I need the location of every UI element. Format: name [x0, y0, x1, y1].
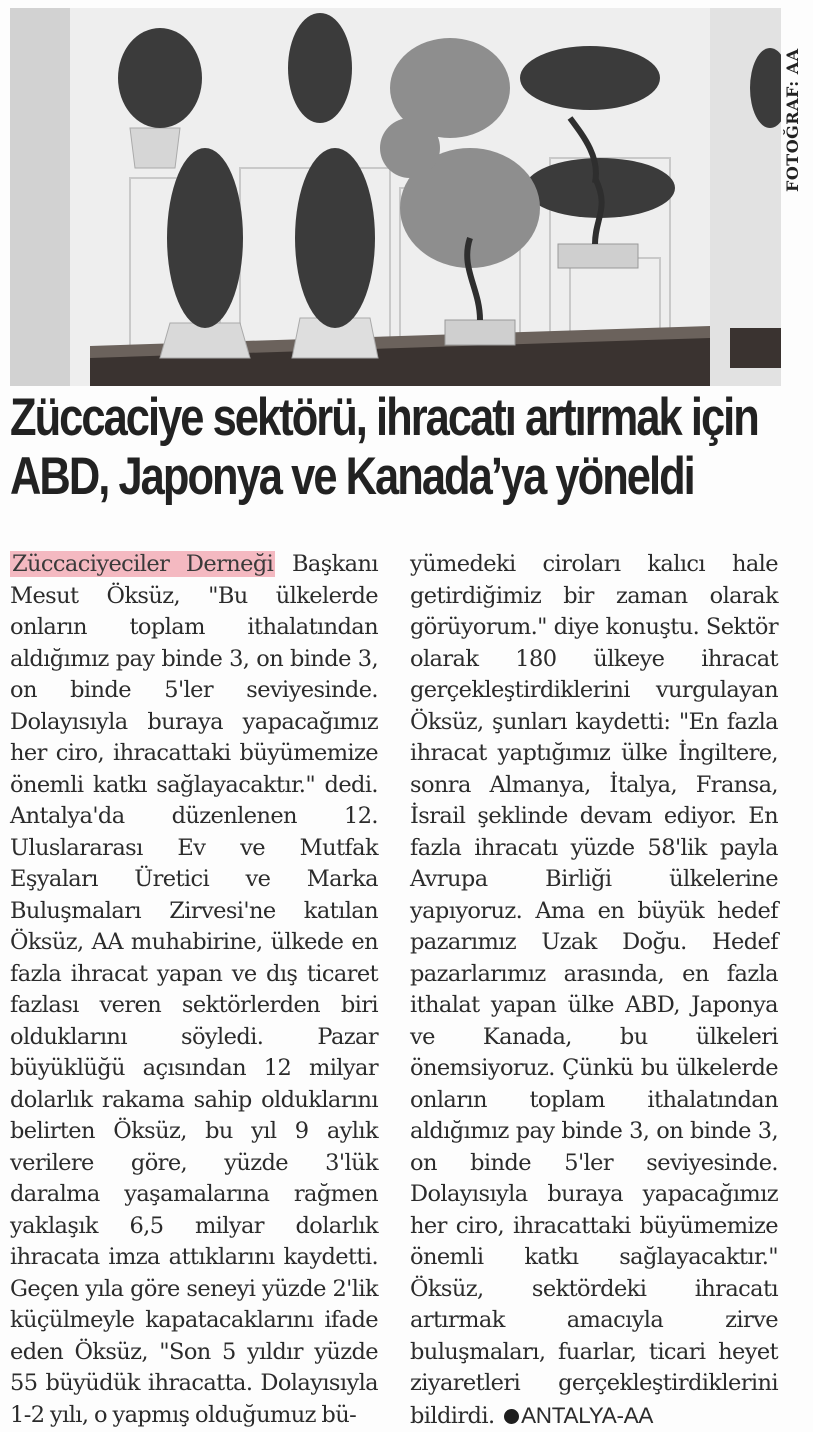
- highlighted-organization: Züccaciyeciler Derneği: [12, 551, 274, 577]
- bonsai-photo-illustration: [10, 8, 781, 386]
- article-column-left: [10, 549, 378, 1431]
- article-photo: [10, 8, 781, 386]
- headline-line-1: Züccaciye sektörü, ihracatı artırmak için: [10, 388, 758, 447]
- right-column-text: yümedeki ciroları kalıcı hale getirdiğimiz bir zaman olarak görüyorum." diye konuştu. Sektör olarak 180 ülkeye ihracat gerçekleştirdiklerini vurgulayan Öksüz, şunları kaydetti: "En fazla ihracat yaptığımız ülke İngiltere, sonra Almanya, İtalya, Fransa, İsrail şeklinde devam ediyor. En fazla ihracatı yüzde 58'lik payla Avrupa Birliği ülkelerine yapıyoruz. Ama en büyük hedef pazarımız Uzak Doğu. Hedef pazarlarımız arasında, en fazla ithalat yapan ülke ABD, Japonya ve Kanada, bu ülkeleri önemsiyoruz. Çünkü bu ülkelerde onların toplam ithalatından aldığımız pay binde 3, on binde 3, on binde 5'ler seviyesinde. Dolayısıyla buraya yapacağımız her ciro, ihracattaki büyümemize önemli katkı sağlayacaktır." Öksüz, sektördeki ihracatı artırmak amacıyla zirve buluşmaları, fuarlar, ticari heyet ziyaretleri gerçekleştirdiklerini bildirdi.: [410, 551, 778, 1429]
- left-column-text: Başkanı Mesut Öksüz, "Bu ülkelerde onların toplam ithalatından aldığımız pay binde 3, on binde 3, on binde 5'ler seviyesinde. Dolayısıyla buraya yapacağımız her ciro, ihracattaki büyümemize önemli katkı sağlayacaktır." dedi. Antalya'da düzenlenen 12. Uluslararası Ev ve Mutfak Eşyaları Üretici ve Marka Buluşmaları Zirvesi'ne katılan Öksüz, AA muhabirine, ülkede en fazla ihracat yapan ve dış ticaret fazlası veren sektörlerden biri olduklarını söyledi. Pazar büyüklüğü açısından 12 milyar dolarlık rakama sahip olduklarını belirten Öksüz, bu yıl 9 aylık verilere göre, yüzde 3'lük daralma yaşamalarına rağmen yaklaşık 6,5 milyar dolarlık ihracata imza attıklarını kaydetti. Geçen yıla göre seneyi yüzde 2'lik küçülmeyle kapatacaklarını ifade eden Öksüz, "Son 5 yıldır yüzde 55 büyüdük ihracatta. Dolayısıyla 1-2 yılı, o yapmış olduğumuz bü-: [10, 551, 378, 1428]
- bullet-icon: [504, 1409, 519, 1424]
- headline-line-2: ABD, Japonya ve Kanada’ya yöneldi: [10, 447, 694, 506]
- photo-credit: FOTOĞRAF: AA: [783, 48, 802, 192]
- article-column-right: [410, 549, 778, 1432]
- headline: [10, 388, 805, 506]
- article-signature: ANTALYA-AA: [521, 1402, 654, 1428]
